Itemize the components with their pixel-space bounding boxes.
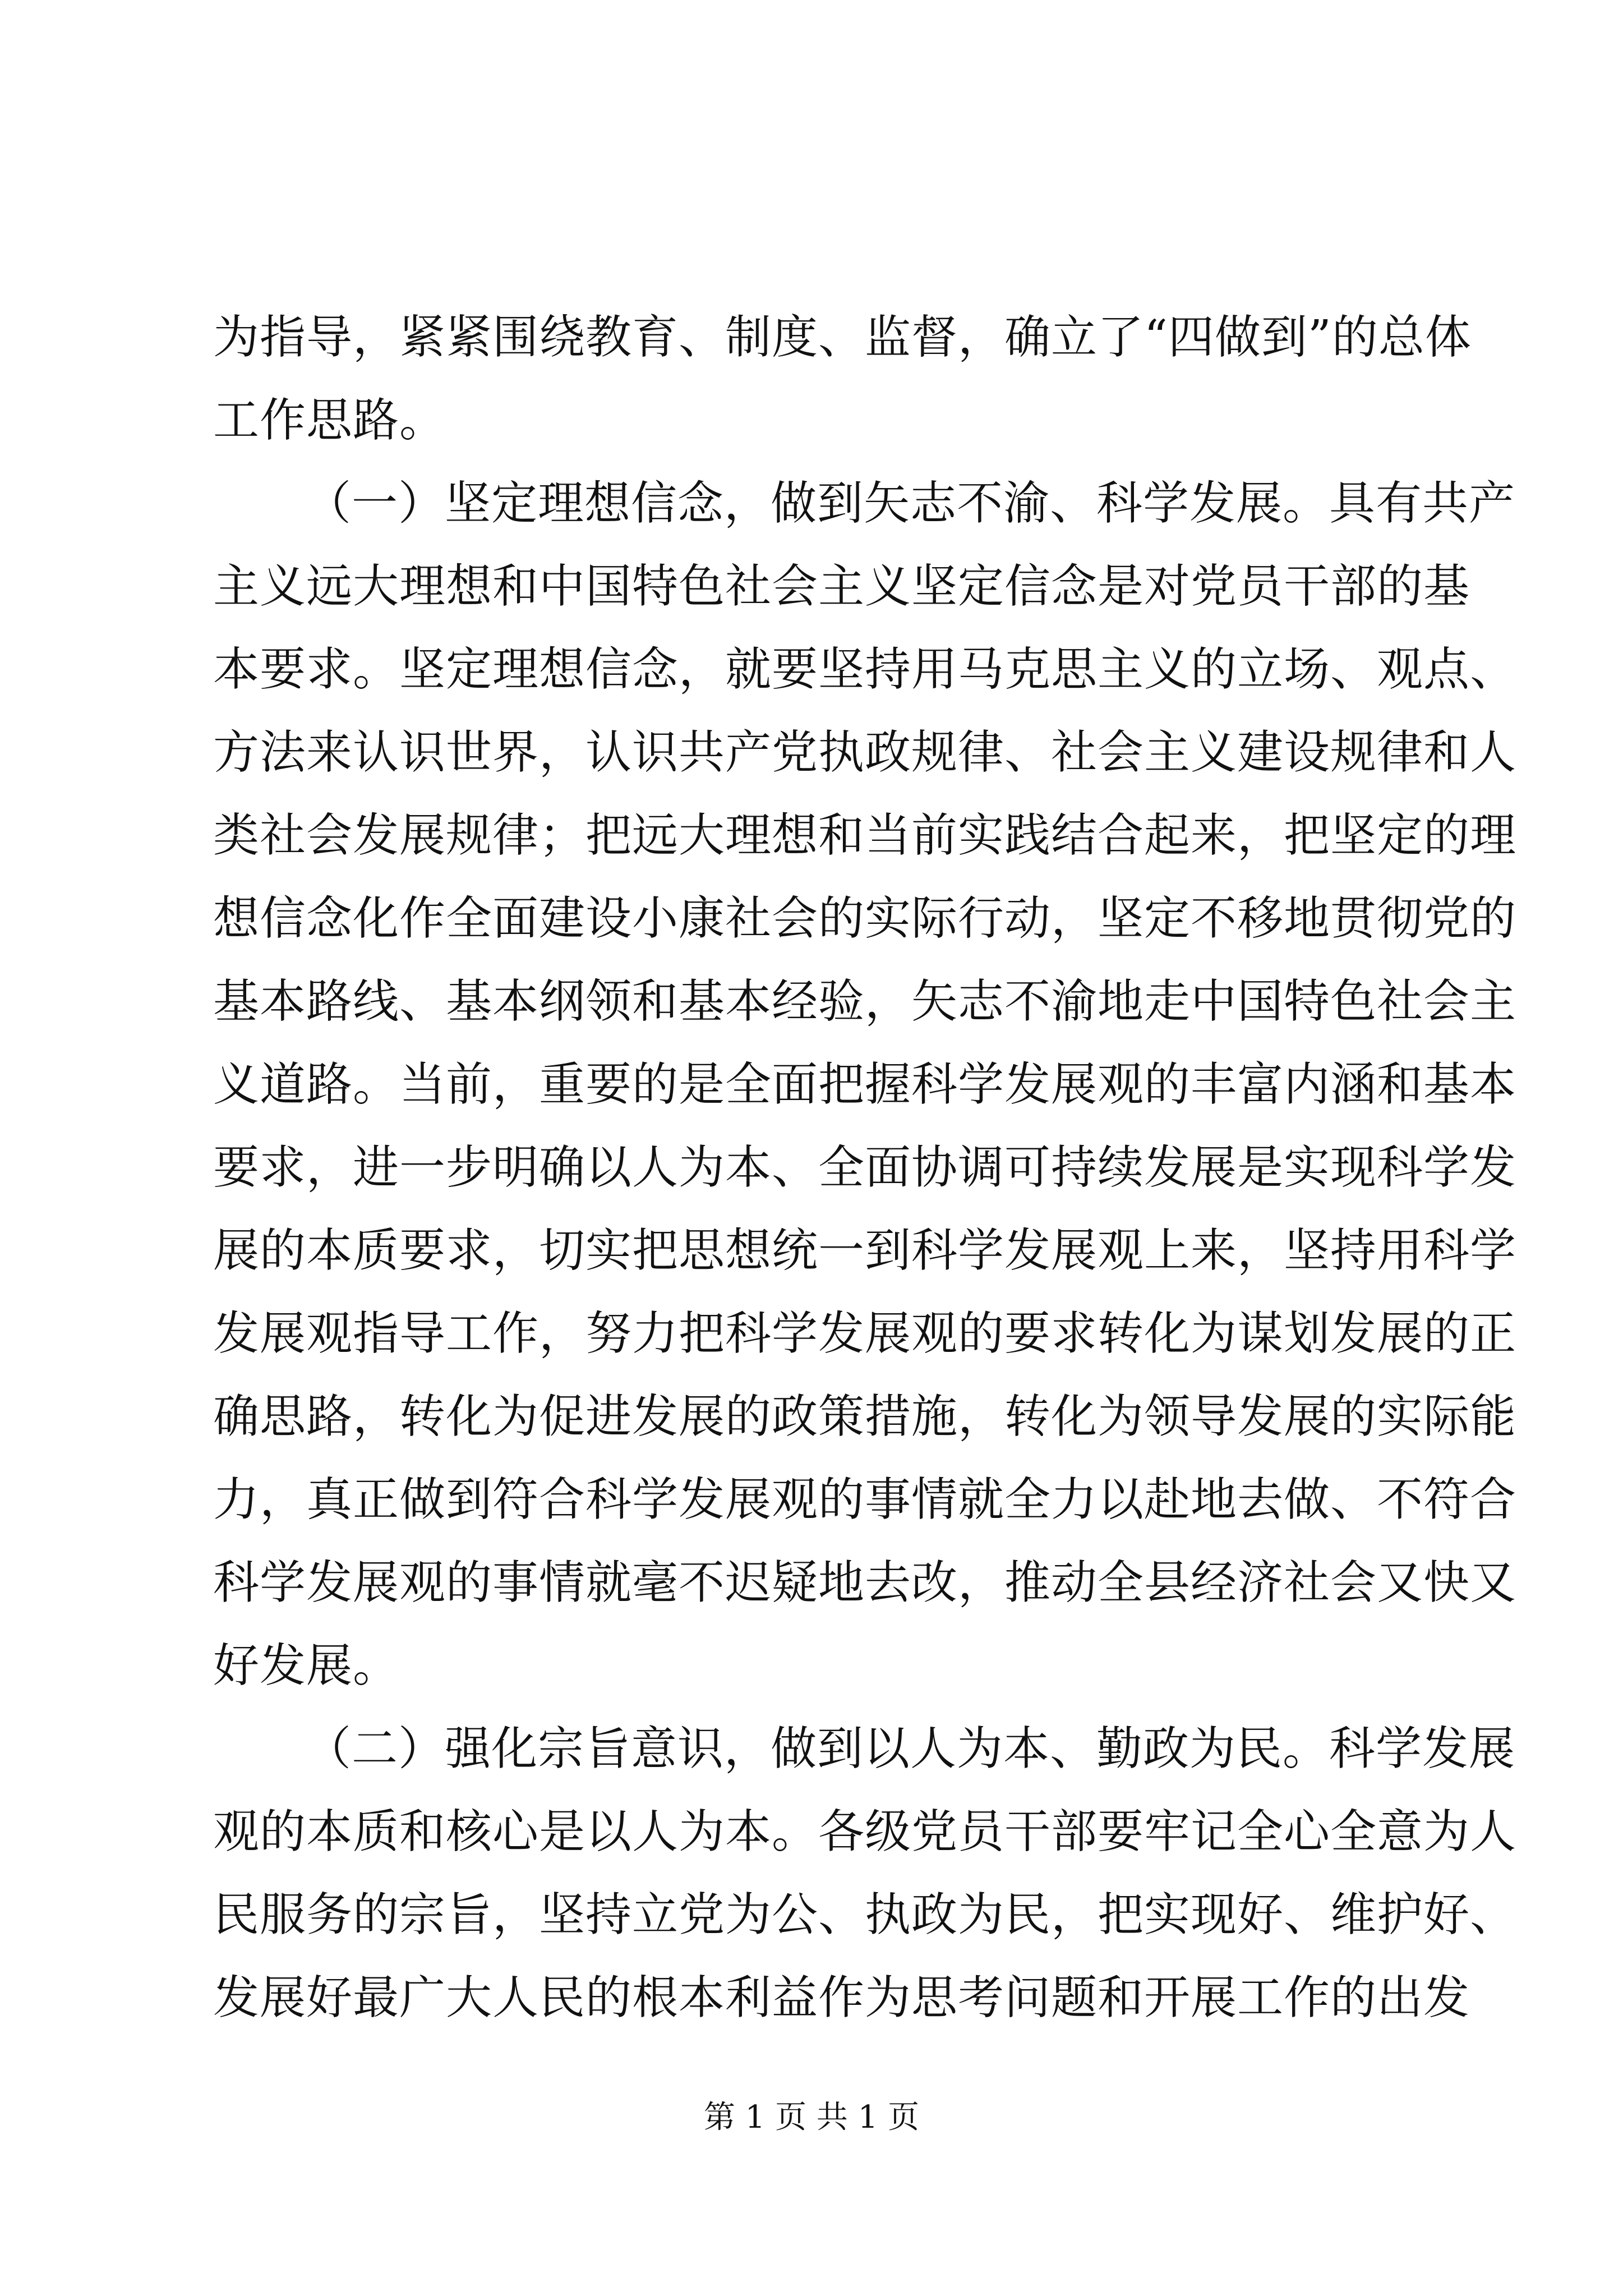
text-line: 工作思路。	[213, 394, 446, 447]
text-line: 民服务的宗旨，坚持立党为公、执政为民，把实现好、维护好、	[213, 1888, 1517, 1941]
text-line: 观的本质和核心是以人为本。各级党员干部要牢记全心全意为人	[213, 1805, 1517, 1858]
text-line: 方法来认识世界，认识共产党执政规律、社会主义建设规律和人	[213, 726, 1517, 779]
text-line: 科学发展观的事情就毫不迟疑地去改，推动全县经济社会又快又	[213, 1556, 1517, 1609]
text-line: 本要求。坚定理想信念，就要坚持用马克思主义的立场、观点、	[213, 643, 1517, 696]
text-line: 为指导，紧紧围绕教育、制度、监督，确立了“四做到”的总体	[213, 311, 1472, 364]
page-footer: 第 1 页 共 1 页	[703, 2099, 920, 2136]
text-line: （二）强化宗旨意识，做到以人为本、勤政为民。科学发展	[305, 1722, 1516, 1775]
text-line: 要求，进一步明确以人为本、全面协调可持续发展是实现科学发	[213, 1141, 1517, 1194]
text-line: 展的本质要求，切实把思想统一到科学发展观上来，坚持用科学	[213, 1224, 1517, 1277]
text-line: 力，真正做到符合科学发展观的事情就全力以赴地去做、不符合	[213, 1473, 1517, 1526]
text-line: 确思路，转化为促进发展的政策措施，转化为领导发展的实际能	[213, 1390, 1517, 1443]
text-line: 类社会发展规律；把远大理想和当前实践结合起来，把坚定的理	[213, 809, 1517, 862]
text-line: 主义远大理想和中国特色社会主义坚定信念是对党员干部的基	[213, 560, 1470, 613]
document-body	[213, 296, 1517, 2040]
text-line: 好发展。	[213, 1639, 400, 1692]
text-line: 发展观指导工作，努力把科学发展观的要求转化为谋划发展的正	[213, 1307, 1517, 1360]
text-line: 基本路线、基本纲领和基本经验，矢志不渝地走中国特色社会主	[213, 975, 1517, 1028]
text-line: 发展好最广大人民的根本利益作为思考问题和开展工作的出发	[213, 1971, 1470, 2024]
text-line: 义道路。当前，重要的是全面把握科学发展观的丰富内涵和基本	[213, 1058, 1517, 1111]
text-line: 想信念化作全面建设小康社会的实际行动，坚定不移地贯彻党的	[213, 892, 1517, 945]
text-line: （一）坚定理想信念，做到矢志不渝、科学发展。具有共产	[305, 477, 1516, 530]
